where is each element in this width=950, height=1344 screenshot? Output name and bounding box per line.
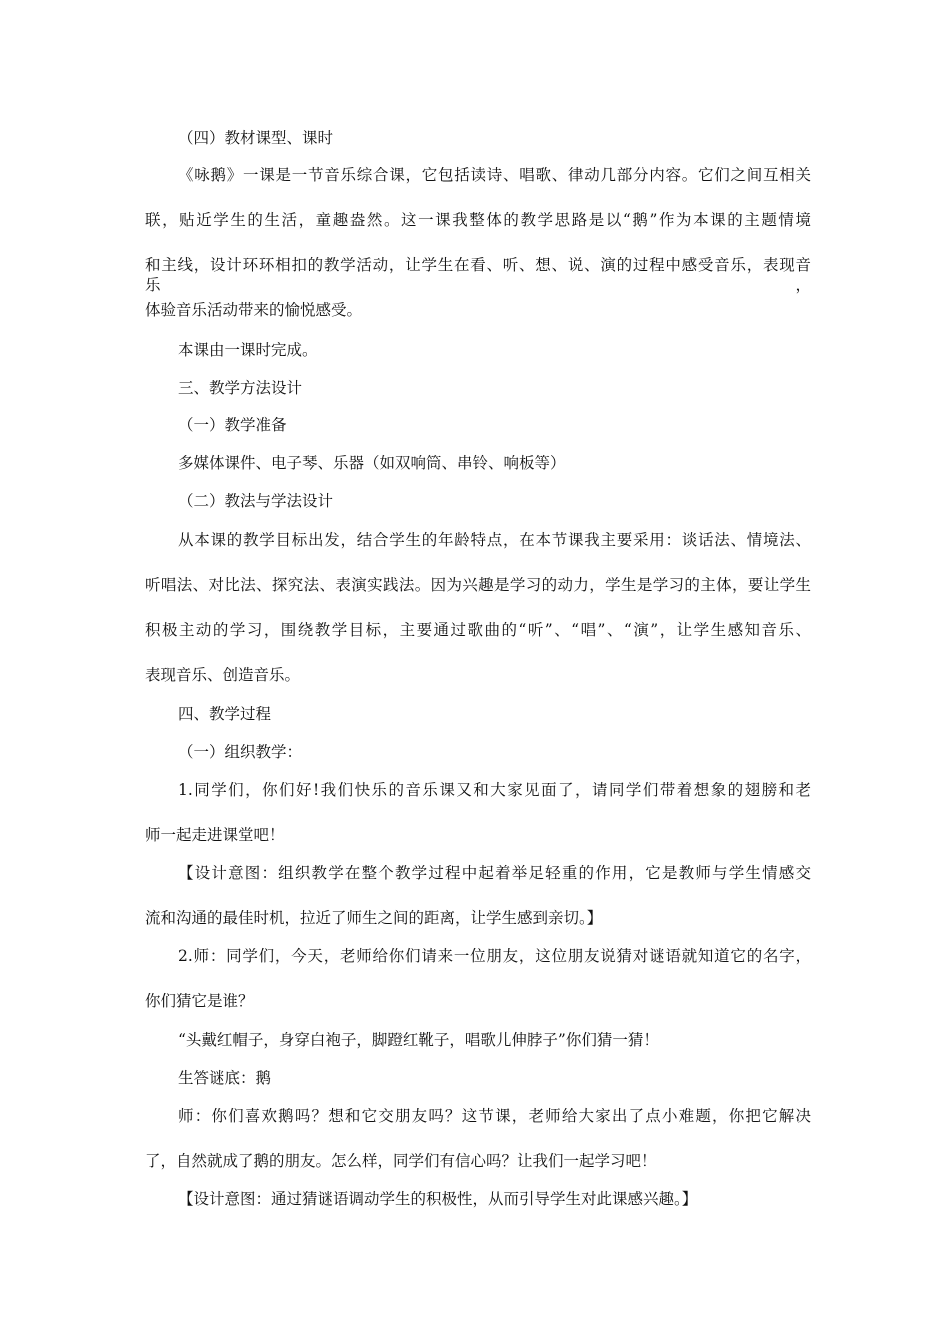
paragraph-line: 师一起走进课堂吧！ [145,826,285,844]
paragraph-line: 本课由一课时完成。 [178,341,318,359]
section-heading-3: 三、教学方法设计 [178,379,303,397]
answer-line: 生答谜底：鹅 [178,1069,272,1087]
paragraph-line: 听唱法、对比法、探究法、表演实践法。因为兴趣是学习的动力，学生是学习的主体，要让学生 [145,576,811,594]
paragraph-line: 师：你们喜欢鹅吗？想和它交朋友吗？这节课，老师给大家出了点小难题，你把它解决 [178,1107,811,1125]
paragraph-line: 联，贴近学生的生活，童趣盎然。这一课我整体的教学思路是以“鹅”作为本课的主题情境 [145,211,811,229]
subsection-heading-4: （四）教材课型、课时 [178,129,334,147]
paragraph-line: 《咏鹅》一课是一节音乐综合课，它包括读诗、唱歌、律动几部分内容。它们之间互相关 [178,166,811,184]
section-heading-4: 四、教学过程 [178,705,272,723]
design-intent-line: 【设计意图：组织教学在整个教学过程中起着举足轻重的作用，它是教师与学生情感交 [178,864,811,882]
subsection-heading: （一）教学准备 [178,416,287,434]
paragraph-line: 表现音乐、创造音乐。 [145,666,301,684]
paragraph-line: 积极主动的学习，围绕教学目标，主要通过歌曲的“听”、“唱”、“演”，让学生感知音乐、 [145,621,811,639]
subsection-heading: （一）组织教学： [178,743,303,761]
paragraph-line: 体验音乐活动带来的愉悦感受。 [145,301,363,319]
design-intent-line: 流和沟通的最佳时机，拉近了师生之间的距离，让学生感到亲切。】 [145,909,603,927]
paragraph-line: 从本课的教学目标出发，结合学生的年龄特点，在本节课我主要采用：谈话法、情境法、 [178,531,811,549]
paragraph-line: 1.同学们，你们好!我们快乐的音乐课又和大家见面了，请同学们带着想象的翅膀和老 [178,781,811,799]
subsection-heading: （二）教法与学法设计 [178,492,334,510]
paragraph-line: 了，自然就成了鹅的朋友。怎么样，同学们有信心吗？让我们一起学习吧！ [145,1152,657,1170]
paragraph-line: 多媒体课件、电子琴、乐器（如双响筒、串铃、响板等） [178,454,566,472]
design-intent-line: 【设计意图：通过猜谜语调动学生的积极性，从而引导学生对此课感兴趣。】 [178,1190,698,1208]
paragraph-line: 2.师：同学们，今天，老师给你们请来一位朋友，这位朋友说猜对谜语就知道它的名字， [178,947,811,965]
paragraph-line: 和主线，设计环环相扣的教学活动，让学生在看、听、想、说、演的过程中感受音乐，表现音乐， [145,256,811,294]
paragraph-line: 你们猜它是谁？ [145,992,254,1010]
riddle-line: “头戴红帽子，身穿白袍子，脚蹬红靴子，唱歌儿伸脖子”你们猜一猜！ [178,1031,659,1049]
